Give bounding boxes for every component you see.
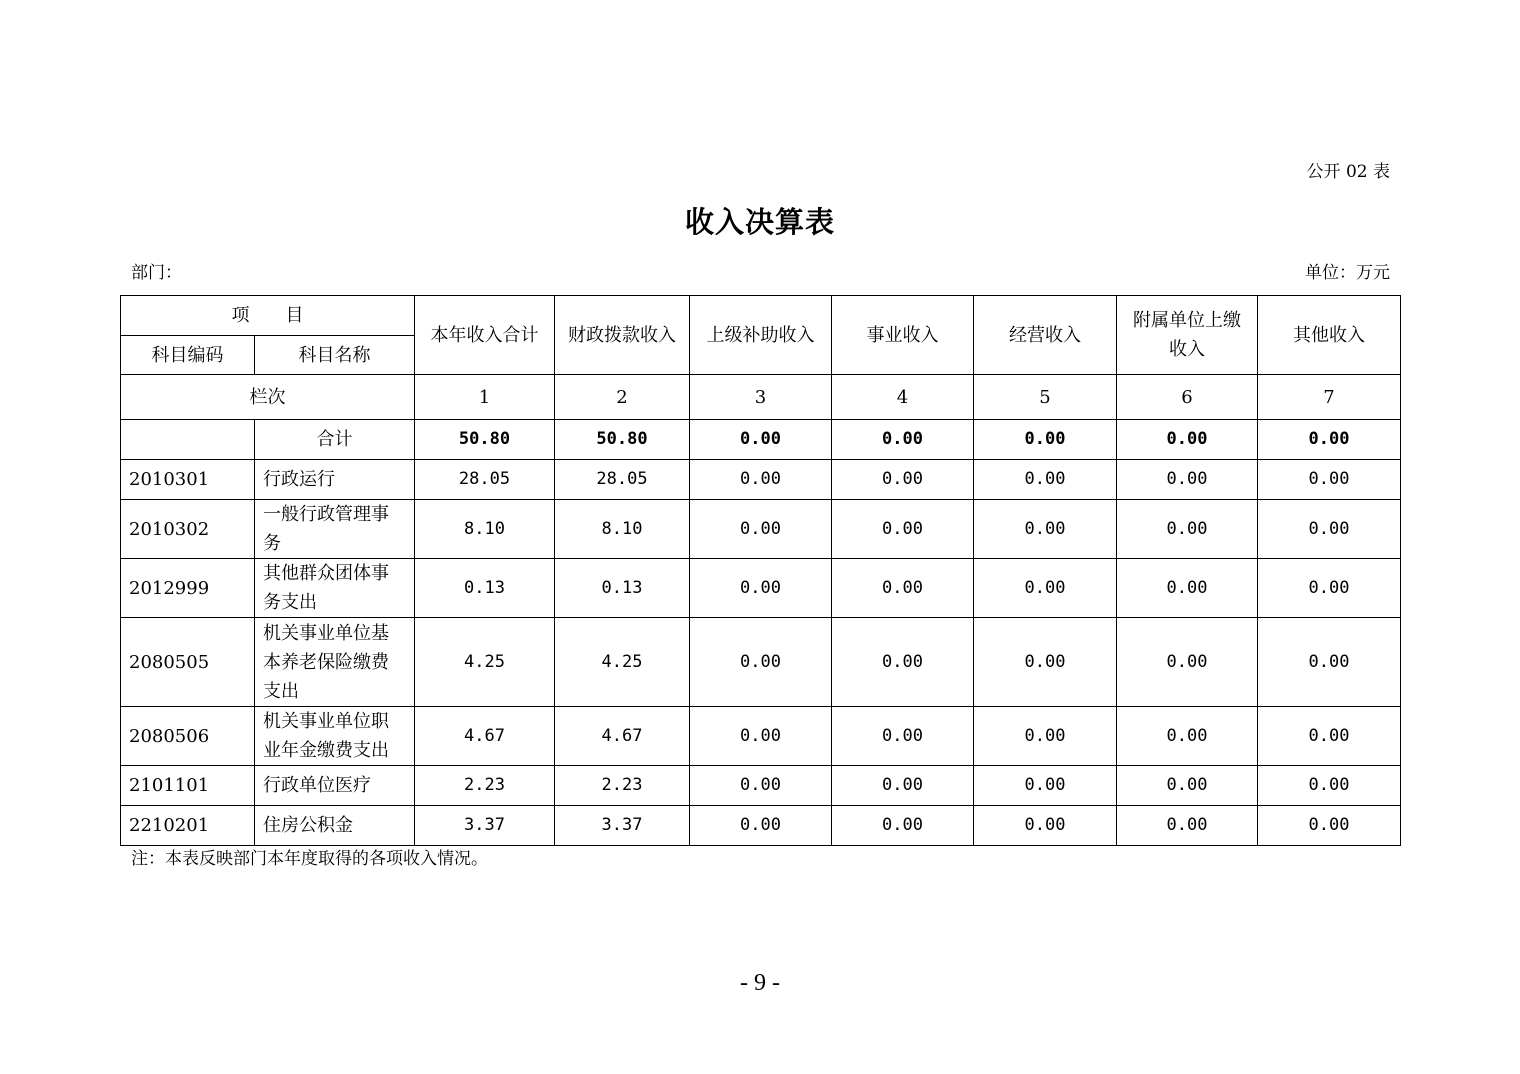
row-value: 0.00: [1117, 707, 1258, 766]
row-value: 0.00: [832, 500, 974, 559]
row-value: 0.00: [1258, 618, 1401, 707]
header-col-3: 上级补助收入: [690, 296, 832, 375]
header-col-4: 事业收入: [832, 296, 974, 375]
row-name: 行政单位医疗: [255, 766, 415, 806]
header-row-1: [121, 296, 1401, 336]
row-value: 0.00: [1117, 460, 1258, 500]
row-value: 8.10: [555, 500, 690, 559]
row-code: 2010301: [121, 460, 255, 500]
total-label: 合计: [255, 420, 415, 460]
row-code: 2080506: [121, 707, 255, 766]
row-value: 0.00: [974, 766, 1117, 806]
row-value: 0.00: [1117, 500, 1258, 559]
row-value: 8.10: [415, 500, 555, 559]
header-col-2: 财政拨款收入: [555, 296, 690, 375]
meta-row: [131, 262, 1390, 284]
table-row: [121, 460, 1401, 500]
header-code: 科目编码: [121, 336, 255, 375]
table-row: [121, 618, 1401, 707]
row-value: 3.37: [415, 806, 555, 846]
footnote: 注：本表反映部门本年度取得的各项收入情况。: [131, 849, 488, 869]
header-col-5: 经营收入: [974, 296, 1117, 375]
total-value: 0.00: [832, 420, 974, 460]
header-name: 科目名称: [255, 336, 415, 375]
table-row: [121, 559, 1401, 618]
row-code: 2101101: [121, 766, 255, 806]
row-value: 0.00: [974, 559, 1117, 618]
row-value: 0.00: [690, 500, 832, 559]
row-value: 2.23: [415, 766, 555, 806]
row-name: 行政运行: [255, 460, 415, 500]
total-value: 0.00: [690, 420, 832, 460]
total-row: [121, 420, 1401, 460]
row-value: 0.00: [832, 460, 974, 500]
row-name: 住房公积金: [255, 806, 415, 846]
row-value: 0.00: [1258, 806, 1401, 846]
row-value: 0.00: [832, 559, 974, 618]
row-value: 0.00: [974, 618, 1117, 707]
row-value: 28.05: [555, 460, 690, 500]
total-value: 50.80: [415, 420, 555, 460]
column-index: 7: [1258, 375, 1401, 420]
row-value: 0.00: [832, 707, 974, 766]
header-col-6: 附属单位上缴收入: [1117, 296, 1258, 375]
page-title: 收入决算表: [684, 205, 835, 239]
row-name: 其他群众团体事务支出: [255, 559, 415, 618]
total-code: [121, 420, 255, 460]
row-value: 0.00: [974, 500, 1117, 559]
row-name: 机关事业单位职业年金缴费支出: [255, 707, 415, 766]
column-index: 5: [974, 375, 1117, 420]
table-row: [121, 766, 1401, 806]
table-row: [121, 500, 1401, 559]
header-col-7: 其他收入: [1258, 296, 1401, 375]
row-value: 0.00: [832, 806, 974, 846]
row-name: 一般行政管理事务: [255, 500, 415, 559]
row-code: 2210201: [121, 806, 255, 846]
row-value: 0.00: [690, 707, 832, 766]
row-value: 3.37: [555, 806, 690, 846]
row-code: 2010302: [121, 500, 255, 559]
column-index: 3: [690, 375, 832, 420]
table-reference-label: 公开 02 表: [1306, 162, 1390, 182]
row-value: 0.00: [1117, 766, 1258, 806]
row-value: 0.00: [1258, 500, 1401, 559]
row-value: 0.00: [974, 707, 1117, 766]
total-value: 0.00: [1117, 420, 1258, 460]
row-value: 0.00: [1117, 806, 1258, 846]
row-value: 0.00: [690, 618, 832, 707]
row-value: 0.00: [832, 766, 974, 806]
row-value: 0.00: [1117, 618, 1258, 707]
row-value: 2.23: [555, 766, 690, 806]
unit-label: 单位：万元: [1305, 263, 1390, 283]
row-value: 28.05: [415, 460, 555, 500]
total-value: 50.80: [555, 420, 690, 460]
row-value: 0.00: [1258, 707, 1401, 766]
row-value: 0.00: [1258, 460, 1401, 500]
row-value: 4.25: [415, 618, 555, 707]
row-value: 0.00: [1258, 559, 1401, 618]
table-row: [121, 806, 1401, 846]
row-value: 0.13: [415, 559, 555, 618]
total-value: 0.00: [1258, 420, 1401, 460]
row-value: 0.00: [1258, 766, 1401, 806]
column-index: 2: [555, 375, 690, 420]
column-index: 1: [415, 375, 555, 420]
row-value: 4.67: [415, 707, 555, 766]
header-item: 项 目: [121, 296, 415, 336]
row-value: 0.00: [1117, 559, 1258, 618]
column-index: 4: [832, 375, 974, 420]
row-value: 0.00: [974, 806, 1117, 846]
row-value: 4.67: [555, 707, 690, 766]
row-value: 0.00: [690, 806, 832, 846]
row-code: 2080505: [121, 618, 255, 707]
column-index: 6: [1117, 375, 1258, 420]
row-value: 0.13: [555, 559, 690, 618]
row-name: 机关事业单位基本养老保险缴费支出: [255, 618, 415, 707]
header-col-1: 本年收入合计: [415, 296, 555, 375]
row-value: 0.00: [690, 460, 832, 500]
row-value: 4.25: [555, 618, 690, 707]
row-value: 0.00: [690, 559, 832, 618]
total-value: 0.00: [974, 420, 1117, 460]
table-row: [121, 707, 1401, 766]
column-index-label: 栏次: [121, 375, 415, 420]
department-label: 部门：: [131, 263, 182, 283]
column-index-row: [121, 375, 1401, 420]
row-value: 0.00: [974, 460, 1117, 500]
row-code: 2012999: [121, 559, 255, 618]
row-value: 0.00: [832, 618, 974, 707]
income-table: [120, 295, 1401, 846]
page-number: - 9 -: [740, 970, 780, 996]
row-value: 0.00: [690, 766, 832, 806]
